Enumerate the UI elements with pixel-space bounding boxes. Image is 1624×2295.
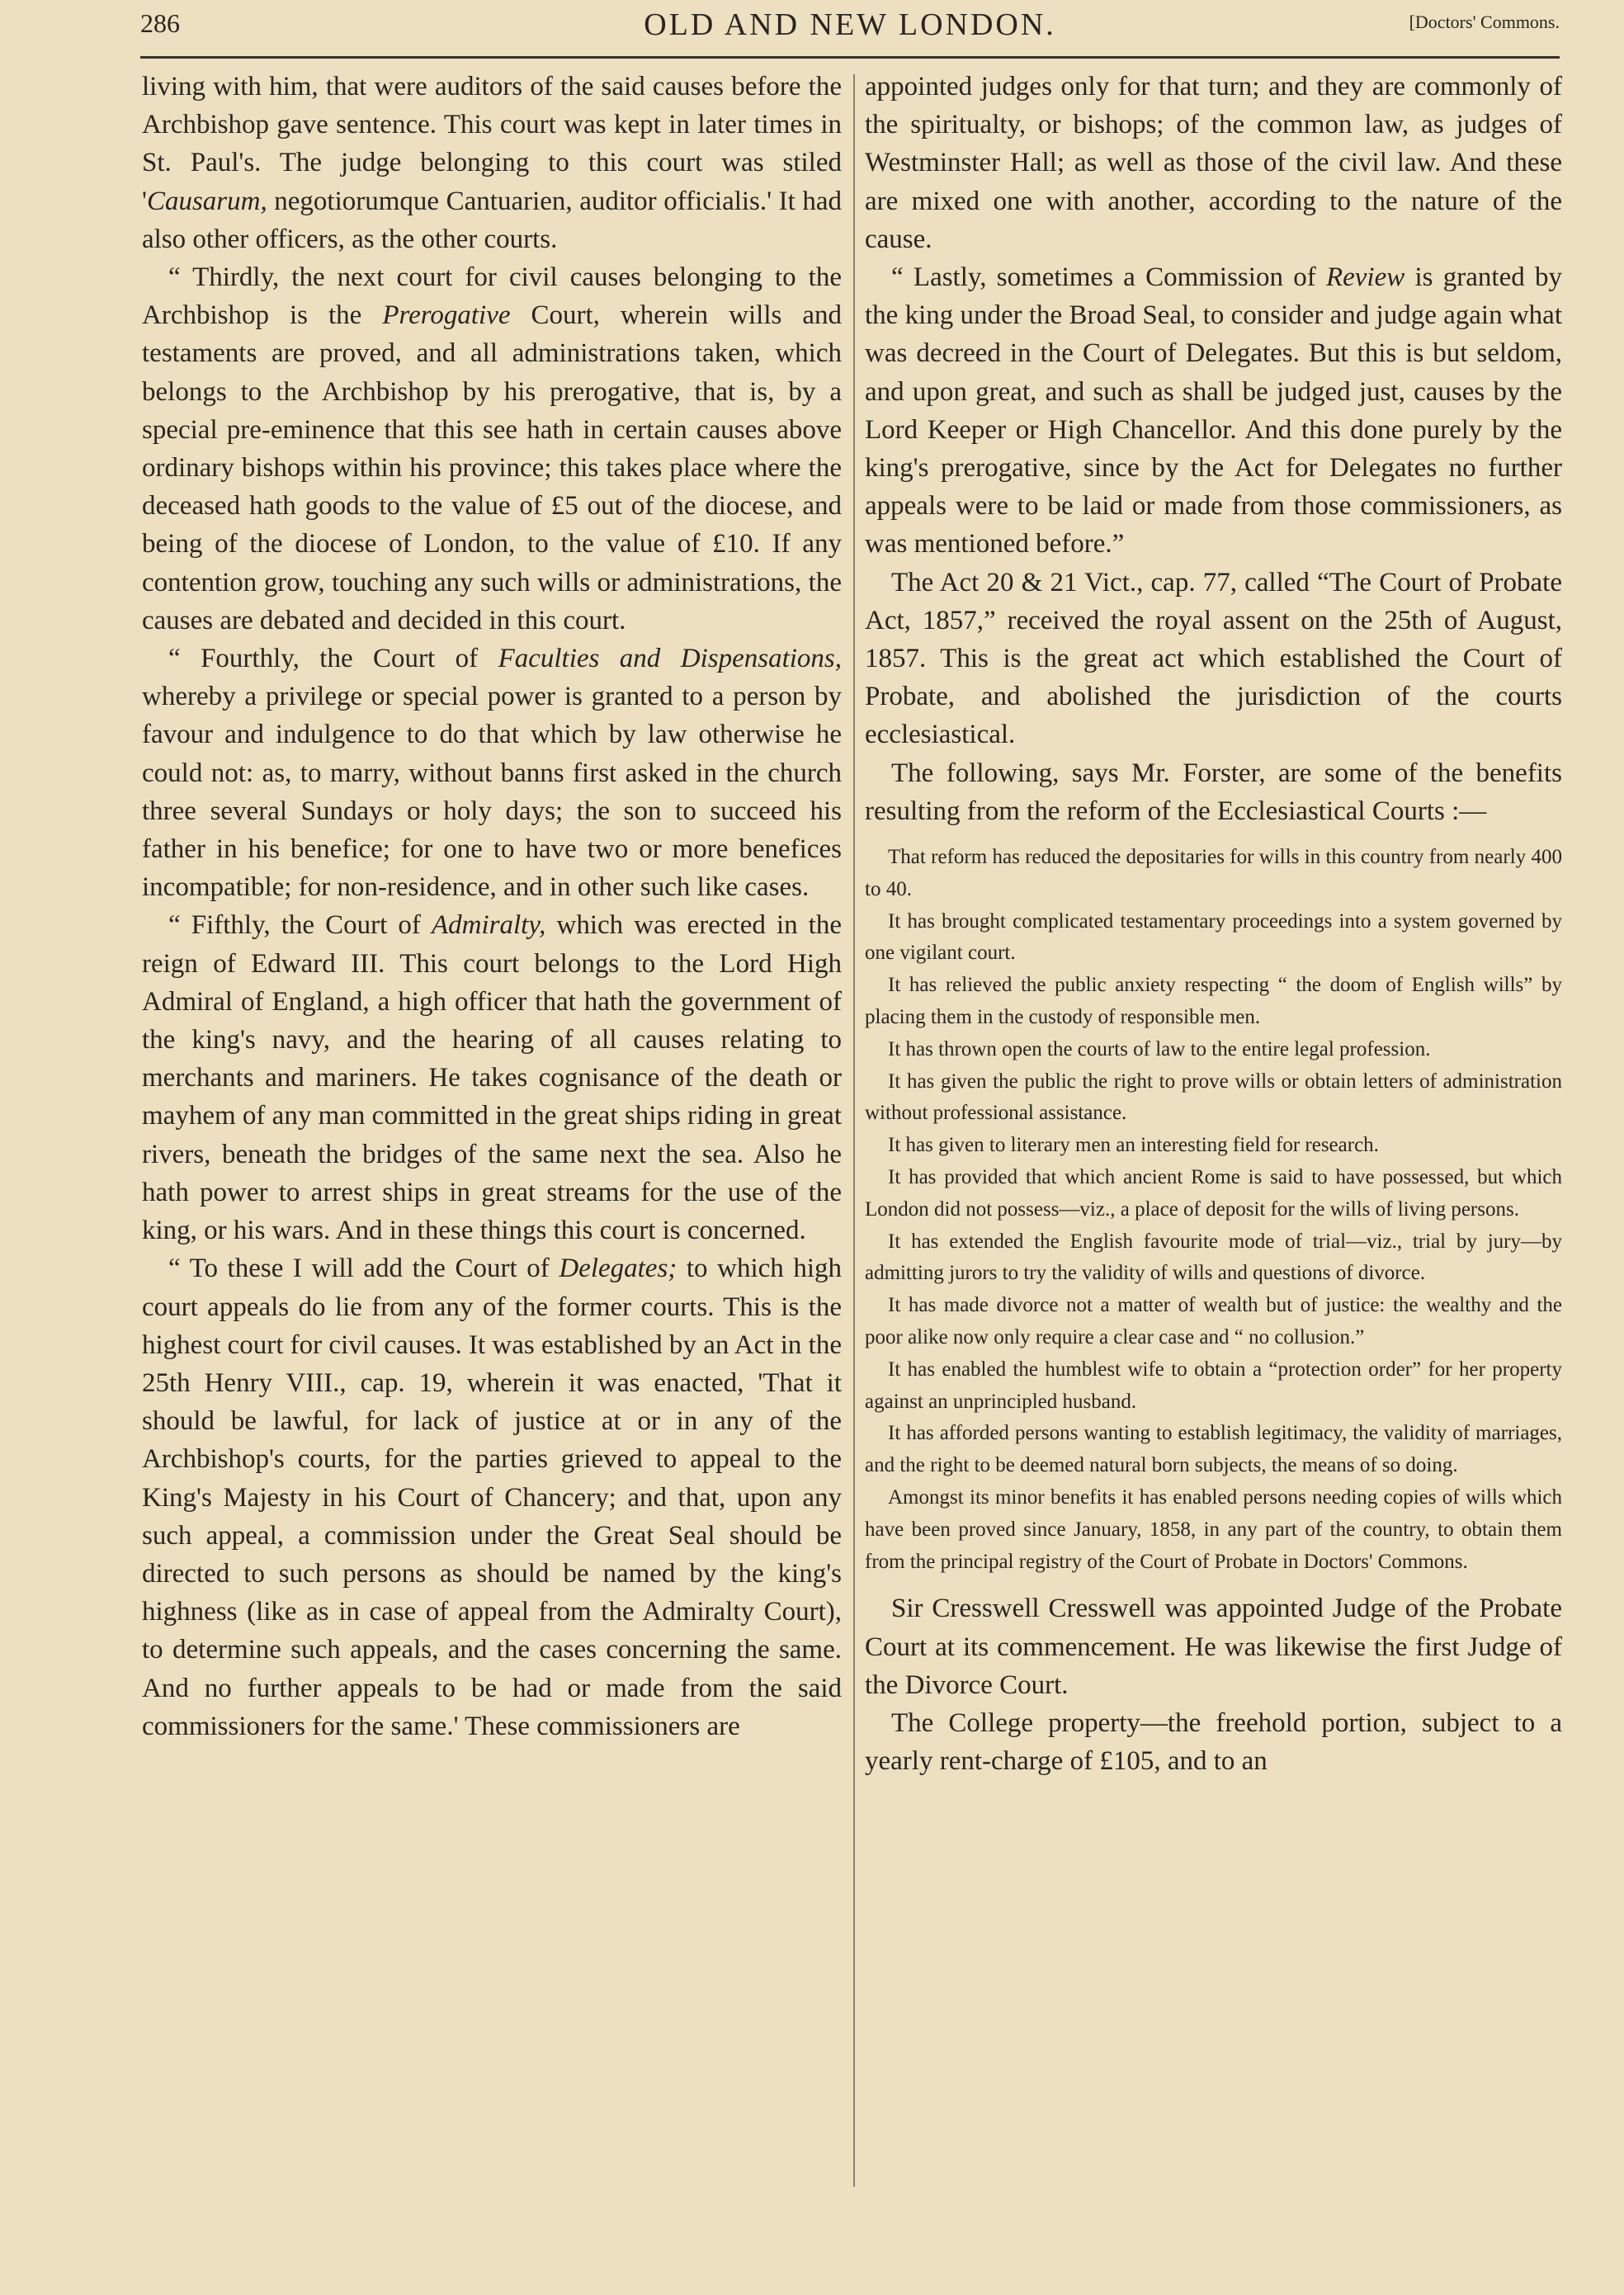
paragraph: “ Thirdly, the next court for civil causes belonging to the Archbishop is the Prerogative Court, wherein wills and testaments are proved, and all administrations taken, which belongs to the Archbishop by his prerogative, that is, by a special pre-eminence that this see hath in certain causes above ordinary bishops within his province; this takes place where the deceased hath goods to the value of £5 out of the diocese, and being of the diocese of London, to the value of £10. If any contention grow, touching any such wills or administrations, the causes are debated and decided in this court. [142, 262, 843, 635]
header-rule [140, 56, 1560, 59]
section-tag: [Doctors' Commons. [1409, 12, 1560, 32]
paragraph: “ Fourthly, the Court of Faculties and Dispensations, whereby a privilege or special power is granted to a person by favour and indulgence to do that which by law otherwise he could not: as, to marry, without banns first asked in the church three several Sundays or holy days; the son to succeed his father in his benefice; for one to have two or more benefices incompatible; for non-residence, and in other such like cases. [142, 644, 843, 903]
benefit-item: That reform has reduced the depositaries for wills in this country from nearly 400 to 40. [865, 846, 1562, 900]
paragraph: The Act 20 & 21 Vict., cap. 77, called “The Court of Probate Act, 1857,” received the royal assent on the 25th of August, 1857. This is the great act which established the Court of Probate, and abolished the jurisdiction of the courts ecclesiastical. [865, 567, 1562, 750]
benefit-item: It has brought complicated testamentary proceedings into a system governed by one vigilant court. [865, 909, 1562, 965]
benefit-item: It has enabled the humblest wife to obtain a “protection order” for her property against an unprincipled husband. [865, 1358, 1562, 1413]
paragraph: “ Lastly, sometimes a Commission of Review is granted by the king under the Broad Seal, to consider and judge again what was decreed in the Court of Delegates. But this is but seldom, and upon great, and such as shall be judged just, causes by the Lord Keeper or High Chancellor. And this done purely by the king's prerogative, since by the Act for Delegates no further appeals were to be laid or made from those commissioners, as was mentioned before.” [865, 262, 1562, 560]
paragraph: Sir Cresswell Cresswell was appointed Judge of the Probate Court at its commencement. He was likewise the first Judge of the Divorce Court. [865, 1594, 1562, 1700]
paragraph: appointed judges only for that turn; and they are commonly of the spiritualty, or bishops; of the common law, as judges of Westminster Hall; as well as those of the civil law. And these are mixed one with another, according to the nature of the cause. [865, 72, 1562, 254]
right-column [865, 68, 1562, 1780]
benefit-item: It has given the public the right to prove wills or obtain letters of administration without professional assistance. [865, 1070, 1562, 1125]
benefit-item: It has made divorce not a matter of wealth but of justice: the wealthy and the poor alike now only require a clear case and “ no collusion.” [865, 1294, 1562, 1349]
benefit-item: It has extended the English favourite mode of trial—viz., trial by jury—by admitting jurors to try the validity of wills and questions of divorce. [865, 1230, 1562, 1285]
paragraph: living with him, that were auditors of the said causes before the Archbishop gave sentence. This court was kept in later times in St. Paul's. The judge belonging to this court was stiled 'Causarum, negotiorumque Cantuarien, auditor officialis.' It had also other officers, as the other courts. [142, 72, 842, 254]
benefit-item: It has given to literary men an interesting field for research. [888, 1134, 1379, 1157]
benefit-item: It has provided that which ancient Rome is said to have possessed, but which London did not possess—viz., a place of deposit for the wills of living persons. [865, 1166, 1562, 1221]
benefit-item: It has relieved the public anxiety respecting “ the doom of English wills” by placing them in the custody of responsible men. [865, 974, 1562, 1029]
left-column [142, 68, 842, 1745]
benefit-item: It has thrown open the courts of law to the entire legal profession. [888, 1037, 1431, 1060]
benefit-item: Amongst its minor benefits it has enabled persons needing copies of wills which have been proved since January, 1858, in any part of the country, to obtain them from the principal registry of the Court of Probate in Doctors' Commons. [865, 1486, 1562, 1573]
page-header [140, 0, 1560, 58]
paragraph: “ To these I will add the Court of Delegates; to which high court appeals do lie from any of the former courts. This is the highest court for civil causes. It was established by an Act in the 25th Henry VIII., cap. 19, wherein it was enacted, 'That it should be lawful, for lack of justice at or in any of the Archbishop's courts, for the parties grieved to appeal to the King's Majesty in his Court of Chancery; and that, upon any such appeal, a commission under the Great Seal should be directed to such persons as should be named by the king's highness (like as in case of appeal from the Admiralty Court), to determine such appeals, and the cases concerning the same. And no further appeals to be had or made from the said commissioners for the same.' These commissioners are [142, 1254, 843, 1741]
paragraph: The following, says Mr. Forster, are some of the benefits resulting from the reform of the Ecclesiastical Courts :— [865, 758, 1562, 826]
benefit-item: It has afforded persons wanting to establish legitimacy, the validity of marriages, and the right to be deemed natural born subjects, the means of so doing. [865, 1422, 1562, 1477]
running-title: OLD AND NEW LONDON. [644, 7, 1056, 42]
page-number: 286 [140, 8, 180, 38]
paragraph: The College property—the freehold portion, subject to a yearly rent-charge of £105, and to an [865, 1708, 1562, 1777]
column-divider [853, 74, 855, 2187]
paragraph: “ Fifthly, the Court of Admiralty, which was erected in the reign of Edward III. This court belongs to the Lord High Admiral of England, a high officer that hath the government of the king's navy, and the hearing of all causes relating to merchants and mariners. He takes cognisance of the death or mayhem of any man committed in the great ships riding in great rivers, beneath the bridges of the same next the sea. Also he hath power to arrest ships in great streams for the use of the king, or his wars. And in these things this court is concerned. [142, 910, 843, 1246]
